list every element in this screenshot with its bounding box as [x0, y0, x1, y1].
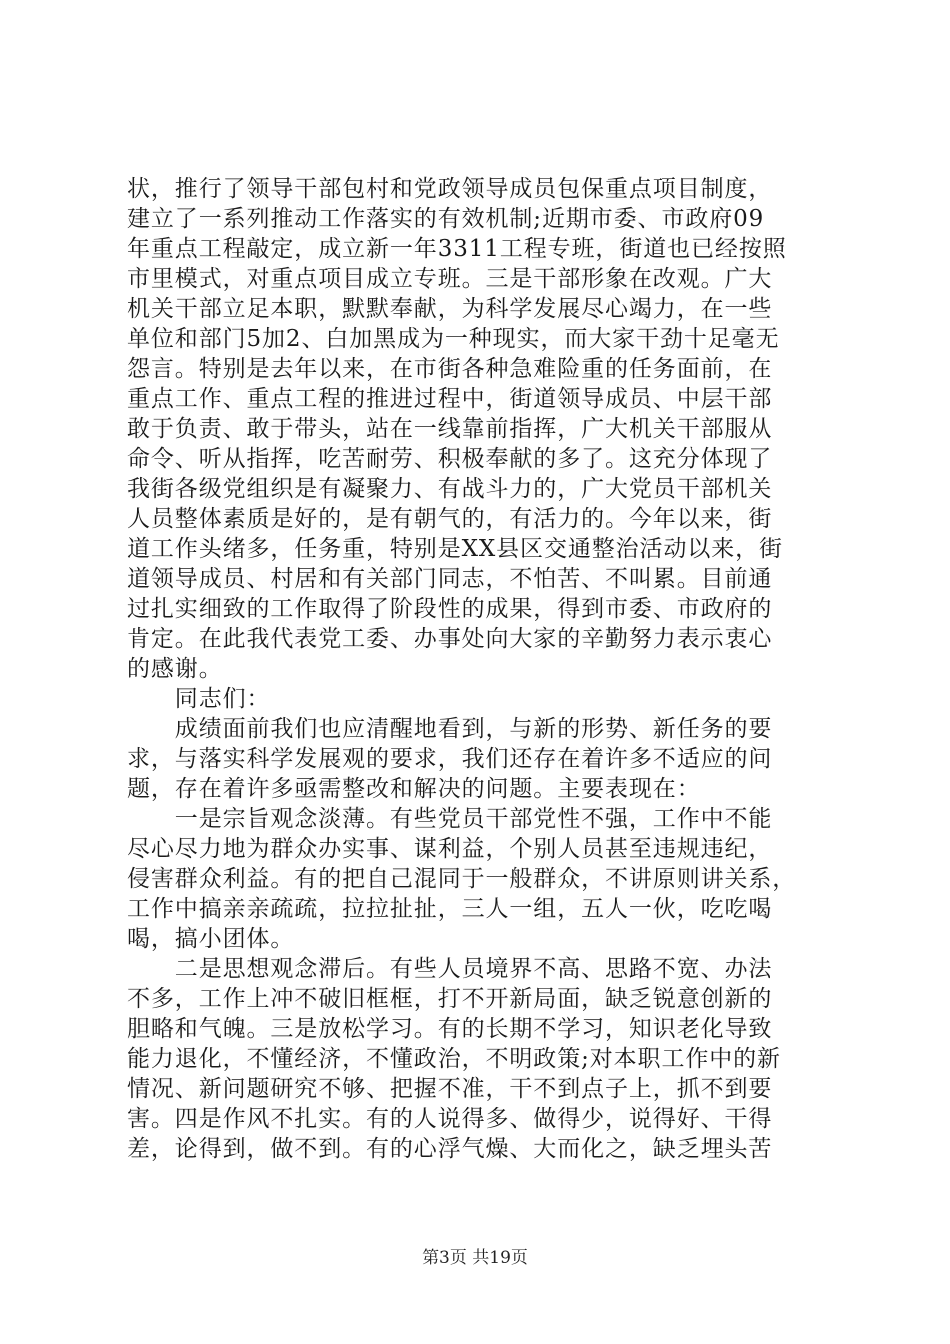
text-line: 单位和部门5加2、白加黑成为一种现实，而大家干劲十足毫无 — [127, 326, 780, 352]
text-line: 情况、新问题研究不够、把握不准，干不到点子上，抓不到要 — [127, 1076, 773, 1102]
text-line: 建立了一系列推动工作落实的有效机制;近期市委、市政府09 — [127, 206, 765, 232]
text-line: 差，论得到，做不到。有的心浮气燥、大而化之，缺乏埋头苦 — [127, 1136, 773, 1162]
text-line: 市里模式，对重点项目成立专班。三是干部形象在改观。广大 — [127, 266, 773, 292]
text-line: 能力退化，不懂经济，不懂政治，不明政策;对本职工作中的新 — [127, 1046, 781, 1072]
text-line: 道工作头绪多，任务重，特别是XX县区交通整治活动以来，街 — [127, 536, 783, 562]
text-line: 人员整体素质是好的，是有朝气的，有活力的。今年以来，街 — [127, 506, 773, 532]
text-line: 过扎实细致的工作取得了阶段性的成果，得到市委、市政府的 — [127, 596, 773, 622]
text-line: 命令、听从指挥，吃苦耐劳、积极奉献的多了。这充分体现了 — [127, 446, 773, 472]
text-line: 喝，搞小团体。 — [127, 926, 295, 952]
text-line: 题，存在着许多亟需整改和解决的问题。主要表现在： — [127, 776, 701, 802]
text-line: 年重点工程敲定，成立新一年3311工程专班，街道也已经按照 — [127, 236, 787, 262]
text-line: 二是思想观念滞后。有些人员境界不高、思路不宽、办法 — [127, 956, 773, 982]
text-line: 不多，工作上冲不破旧框框，打不开新局面，缺乏锐意创新的 — [127, 986, 773, 1012]
text-line: 求，与落实科学发展观的要求，我们还存在着许多不适应的问 — [127, 746, 773, 772]
text-line: 侵害群众利益。有的把自己混同于一般群众，不讲原则讲关系， — [127, 866, 797, 892]
text-line: 状，推行了领导干部包村和党政领导成员包保重点项目制度， — [127, 176, 773, 202]
text-line: 机关干部立足本职，默默奉献，为科学发展尽心竭力，在一些 — [127, 296, 773, 322]
text-line: 我街各级党组织是有凝聚力、有战斗力的，广大党员干部机关 — [127, 476, 773, 502]
text-line: 重点工作、重点工程的推进过程中，街道领导成员、中层干部 — [127, 386, 773, 412]
text-line: 怨言。特别是去年以来，在市街各种急难险重的任务面前，在 — [127, 356, 773, 382]
text-line: 敢于负责、敢于带头，站在一线靠前指挥，广大机关干部服从 — [127, 416, 773, 442]
text-line: 肯定。在此我代表党工委、办事处向大家的辛勤努力表示衷心 — [127, 626, 773, 652]
salutation-line: 同志们： — [127, 686, 271, 712]
text-line: 道领导成员、村居和有关部门同志，不怕苦、不叫累。目前通 — [127, 566, 773, 592]
text-line: 尽心尽力地为群众办实事、谋利益，个别人员甚至违规违纪， — [127, 836, 773, 862]
page-number-footer: 第3页 共19页 — [422, 1248, 528, 1268]
text-line: 害。四是作风不扎实。有的人说得多、做得少，说得好、干得 — [127, 1106, 773, 1132]
text-line: 工作中搞亲亲疏疏，拉拉扯扯，三人一组，五人一伙，吃吃喝 — [127, 896, 773, 922]
text-line: 胆略和气魄。三是放松学习。有的长期不学习，知识老化导致 — [127, 1016, 773, 1042]
body-text — [127, 174, 837, 1164]
text-line: 的感谢。 — [127, 656, 223, 682]
text-line: 一是宗旨观念淡薄。有些党员干部党性不强，工作中不能 — [127, 806, 773, 832]
text-line: 成绩面前我们也应清醒地看到，与新的形势、新任务的要 — [127, 716, 773, 742]
